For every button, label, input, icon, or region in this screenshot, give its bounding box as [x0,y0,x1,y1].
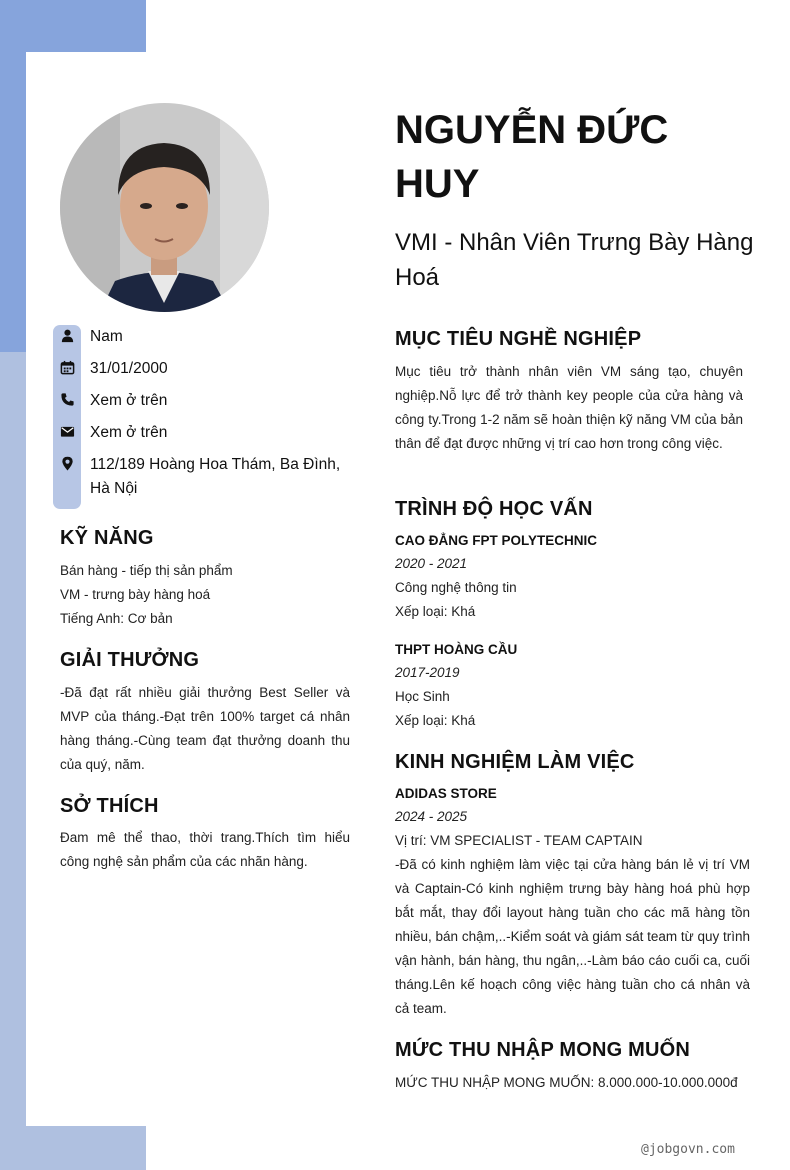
awards-title: GIẢI THƯỞNG [60,649,200,671]
dob-text: 31/01/2000 [90,360,168,377]
salary-title: MỨC THU NHẬP MONG MUỐN [395,1039,691,1061]
hobbies-title: SỞ THÍCH [60,795,159,817]
salary-text: MỨC THU NHẬP MONG MUỐN: 8.000.000-10.000.000đ [395,1075,738,1090]
skills-title: KỸ NĂNG [60,527,154,549]
hobbies-text: Đam mê thể thao, thời trang.Thích tìm hiểu công nghệ sản phẩm của các nhãn hàng. [60,830,350,869]
skill-item: Tiếng Anh: Cơ bản [60,611,173,626]
education-school: THPT HOÀNG CẦU [395,642,518,657]
skill-item: Bán hàng - tiếp thị sản phẩm [60,563,233,578]
phone-text: Xem ở trên [90,392,168,409]
education-period: 2020 - 2021 [395,556,468,571]
watermark: @jobgovn.com [641,1142,735,1157]
person-icon [60,328,75,343]
calendar-icon [60,360,75,375]
candidate-name: NGUYỄN ĐỨC HUY [395,108,669,206]
education-major: Học Sinh [395,689,450,704]
location-pin-icon [60,456,75,471]
experience-title: KINH NGHIỆM LÀM VIỆC [395,751,635,773]
avatar-photo [60,103,269,312]
phone-icon [60,392,75,407]
education-major: Công nghệ thông tin [395,580,517,595]
gender-text: Nam [90,328,123,345]
education-title: TRÌNH ĐỘ HỌC VẤN [395,498,593,520]
candidate-role: VMI - Nhân Viên Trưng Bày Hàng Hoá [395,229,754,291]
experience-position: Vị trí: VM SPECIALIST - TEAM CAPTAIN [395,833,643,848]
experience-description: -Đã có kinh nghiệm làm việc tại cửa hàng bán lẻ vị trí VM và Captain-Có kinh nghiệm trưng bày hàng hoá phù hợp bắt mắt, thay đổi layout hàng tuần cho các mã hàng tồn nhiều, bán chậm,..-Kiểm soát và giám sát team từ quy trình vận hành, bán hàng, thu ngân,..-Làm báo cáo cuối ca, cuối tháng.Lên kế hoạch công việc hàng tuần cho cá nhân và cả team. [395,857,750,1016]
mail-icon [60,424,75,439]
education-school: CAO ĐẲNG FPT POLYTECHNIC [395,533,598,548]
experience-company: ADIDAS STORE [395,786,497,801]
education-grade: Xếp loại: Khá [395,713,476,728]
email-text: Xem ở trên [90,424,168,441]
skill-item: VM - trưng bày hàng hoá [60,587,211,602]
awards-text: -Đã đạt rất nhiều giải thưởng Best Seller và MVP của tháng.-Đạt trên 100% target cá nhân hàng tháng.-Cùng team đạt thưởng doanh thu của quý, năm. [60,685,350,772]
objective-title: MỤC TIÊU NGHỀ NGHIỆP [395,328,642,350]
education-grade: Xếp loại: Khá [395,604,476,619]
objective-text: Mục tiêu trở thành nhân viên VM sáng tạo, chuyên nghiệp.Nỗ lực để trở thành key people của cửa hàng và công ty.Trong 1-2 năm sẽ hoàn thiện kỹ năng VM của bản thân để đạt được những vị trí cao hơn trong công việc. [395,364,743,451]
contact-bar [53,325,81,509]
address-text: 112/189 Hoàng Hoa Thám, Ba Đình, Hà Nội [90,456,341,497]
experience-period: 2024 - 2025 [395,809,468,824]
education-period: 2017-2019 [395,665,460,680]
avatar [60,103,269,312]
